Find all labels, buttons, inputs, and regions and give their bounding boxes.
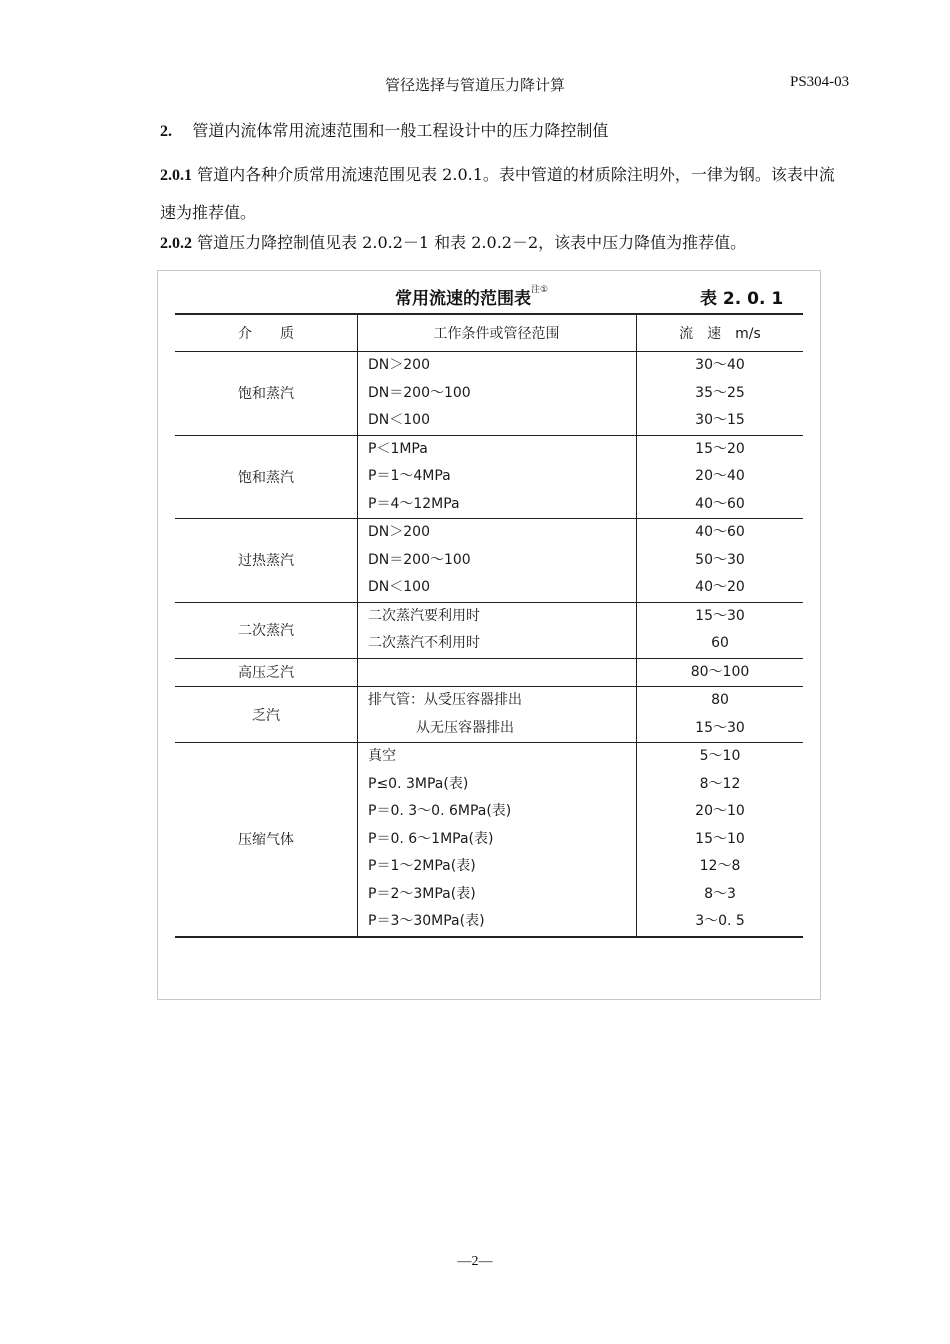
medium-cell: 饱和蒸汽: [175, 352, 358, 436]
table-caption: [395, 284, 548, 309]
condition-cell: [358, 658, 637, 687]
condition-cell: [358, 602, 637, 658]
speed-cell: [637, 435, 804, 519]
column-header-medium: 介 质: [175, 314, 358, 352]
condition-line: P＝3～30MPa(表): [368, 913, 485, 929]
condition-line: DN＝200～100: [368, 384, 471, 401]
speed-value: 8～3: [704, 885, 736, 902]
speed-value: 5～10: [699, 748, 741, 764]
section-heading-text: 管道内流体常用流速范围和一般工程设计中的压力降控制值: [192, 121, 609, 140]
paragraph-number: 2.0.1: [160, 167, 192, 184]
speed-value: 15～30: [695, 719, 745, 736]
medium-cell: 二次蒸汽: [175, 602, 358, 658]
condition-line: DN＜100: [368, 579, 430, 595]
paragraph-text: 管道压力降控制值见表 2.0.2－1 和表 2.0.2－2，该表中压力降值为推荐值。: [197, 233, 747, 252]
condition-line: 真空: [368, 748, 396, 764]
column-header-condition: 工作条件或管径范围: [358, 314, 637, 352]
table-row: [175, 352, 803, 436]
condition-cell: [358, 519, 637, 603]
speed-value: 12～8: [699, 858, 741, 874]
condition-line: P＝2～3MPa(表): [368, 885, 476, 902]
medium-cell: 乏汽: [175, 687, 358, 743]
condition-cell: [358, 352, 637, 436]
table-row: [175, 435, 803, 519]
speed-value: 3～0. 5: [695, 913, 745, 929]
column-header-speed: 流 速 m/s: [637, 314, 804, 352]
speed-cell: [637, 602, 804, 658]
condition-line: P＝0. 6～1MPa(表): [368, 830, 494, 847]
medium-cell: 压缩气体: [175, 743, 358, 937]
table-row: [175, 743, 803, 937]
condition-line: 排气管：从受压容器排出: [368, 692, 522, 708]
speed-value: 40～60: [695, 495, 745, 512]
header-title: 管径选择与管道压力降计算: [384, 76, 565, 94]
page-number: —2—: [457, 1254, 493, 1269]
speed-value: 15～10: [695, 830, 745, 847]
condition-cell: [358, 743, 637, 937]
table-number: 表 2. 0. 1: [700, 289, 784, 309]
condition-line: 二次蒸汽要利用时: [368, 607, 480, 624]
speed-value: 80: [711, 692, 729, 708]
condition-line: P＜1MPa: [368, 440, 428, 457]
speed-value: 20～40: [695, 468, 745, 484]
speed-value: 30～15: [695, 412, 745, 428]
condition-cell: [358, 435, 637, 519]
condition-line: [368, 659, 636, 687]
speed-cell: [637, 519, 804, 603]
table-caption-note: 注①: [531, 285, 549, 295]
speed-value: 40～20: [695, 579, 745, 595]
condition-line: P＝4～12MPa: [368, 495, 460, 512]
table-row: [175, 519, 803, 603]
section-heading: [160, 120, 608, 143]
condition-line: P＝1～4MPa: [368, 468, 451, 484]
speed-cell: [637, 658, 804, 687]
speed-value: 40～60: [695, 524, 745, 540]
condition-line: 二次蒸汽不利用时: [368, 635, 480, 651]
condition-line: P＝0. 3～0. 6MPa(表): [368, 803, 512, 819]
medium-cell: 过热蒸汽: [175, 519, 358, 603]
speed-value: 15～20: [695, 440, 745, 457]
table-row: [175, 687, 803, 743]
speed-cell: [637, 743, 804, 937]
medium-cell: 高压乏汽: [175, 658, 358, 687]
speed-value: 20～10: [695, 803, 745, 819]
speed-cell: [637, 352, 804, 436]
medium-cell: 饱和蒸汽: [175, 435, 358, 519]
speed-value: 80～100: [690, 663, 750, 680]
speed-cell: [637, 687, 804, 743]
condition-line: DN＞200: [368, 357, 430, 373]
paragraph-text: 管道内各种介质常用流速范围见表 2.0.1。表中管道的材质除注明外，一律为钢。该表中流速为推荐值。: [160, 165, 835, 222]
table-row: [175, 602, 803, 658]
condition-line: DN＜100: [368, 412, 430, 428]
section-number: 2.: [160, 123, 172, 140]
flow-speed-table: [175, 313, 803, 938]
speed-value: 15～30: [695, 607, 745, 624]
condition-cell: [358, 687, 637, 743]
table-row: [175, 658, 803, 687]
speed-value: 60: [711, 635, 729, 651]
table-caption-text: 常用流速的范围表: [395, 289, 531, 309]
paragraph-2-0-1: [160, 156, 850, 231]
paragraph-2-0-2: [160, 232, 746, 255]
table-header-row: [175, 314, 803, 352]
condition-line: 从无压容器排出: [416, 719, 514, 736]
speed-value: 30～40: [695, 357, 745, 373]
condition-line: DN＝200～100: [368, 551, 471, 568]
condition-line: DN＞200: [368, 524, 430, 540]
speed-value: 35～25: [695, 384, 745, 401]
condition-line: P≤0. 3MPa(表): [368, 775, 469, 792]
speed-value: 8～12: [699, 775, 741, 792]
condition-line: P＝1～2MPa(表): [368, 858, 476, 874]
document-code: PS304-03: [790, 74, 850, 90]
speed-value: 50～30: [695, 551, 745, 568]
paragraph-number: 2.0.2: [160, 235, 192, 252]
